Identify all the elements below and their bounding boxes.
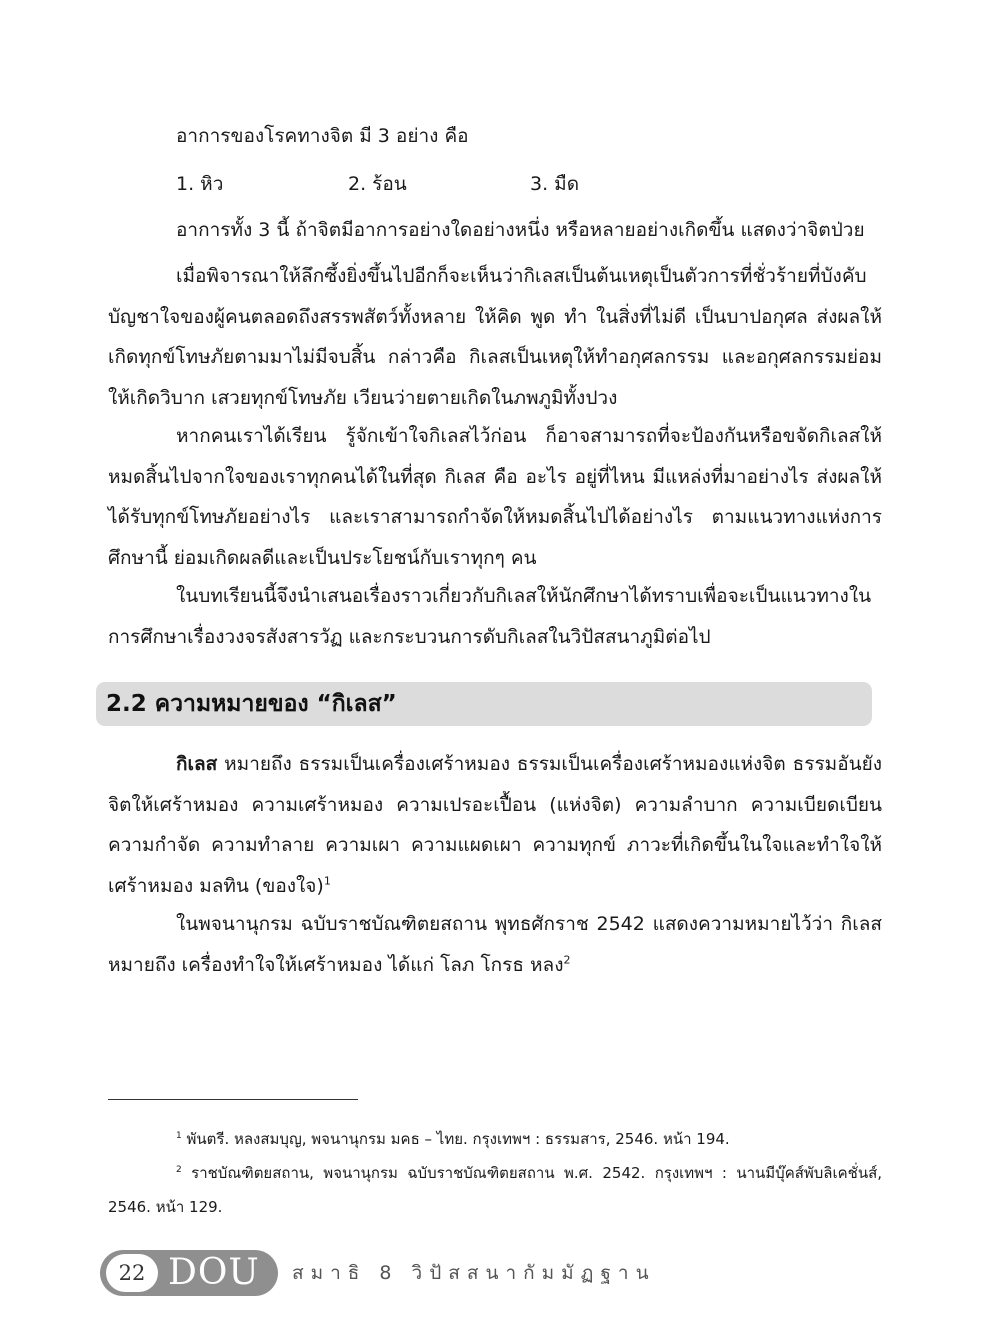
brand-logo: DOU — [168, 1252, 260, 1293]
paragraph-defilement-cause-text: เมื่อพิจารณาให้ลึกซึ้งยิ่งขึ้นไปอีกก็จะเห็นว่ากิเลสเป็นต้นเหตุเป็นตัวการที่ชั่วร้ายที่บังคับบัญชาใจของผู้คนตลอดถึงสรรพสัตว์ทั้งหลาย ให้คิด พูด ทำ ในสิ่งที่ไม่ดี เป็นบาปอกุศล ส่งผลให้เกิดทุกข์โทษภัยตามมาไม่มีจบสิ้น กล่าวคือ กิเลสเป็นเหตุให้ทำอกุศลกรรม และอกุศลกรรมย่อมให้เกิดวิบาก เสวยทุกข์โทษภัย เวียนว่ายตายเกิดในภพภูมิทั้งปวง — [108, 265, 882, 409]
footnote-2-mark: 2 — [176, 1165, 182, 1175]
footnote-ref-2[interactable]: 2 — [563, 953, 571, 967]
paragraph-dictionary-definition — [108, 904, 882, 985]
footnote-1-text: พันตรี. หลงสมบุญ, พจนานุกรม มคธ – ไทย. กรุงเทพฯ : ธรรมสาร, 2546. หน้า 194. — [181, 1130, 730, 1148]
symptoms-intro-line: อาการของโรคทางจิต มี 3 อย่าง คือ — [176, 125, 469, 147]
book-title: สมาธิ 8 วิปัสสนากัมมัฏฐาน — [292, 1262, 656, 1284]
section-heading: 2.2 ความหมายของ “กิเลส” — [106, 691, 397, 717]
page-number: 22 — [106, 1254, 158, 1292]
paragraph-lesson-purpose-text: ในบทเรียนนี้จึงนำเสนอเรื่องราวเกี่ยวกับกิเลสให้นักศึกษาได้ทราบเพื่อจะเป็นแนวทางในการศึกษาเรื่องวงจรสังสารวัฏ และกระบวนการดับกิเลสในวิปัสสนาภูมิต่อไป — [108, 585, 872, 648]
definition-term: กิเลส — [176, 753, 218, 775]
footnote-2-text: ราชบัณฑิตยสถาน, พจนานุกรม ฉบับราชบัณฑิตยสถาน พ.ศ. 2542. กรุงเทพฯ : นานมีบุ๊คส์พับลิเคชั่นส์, 2546. หน้า 129. — [108, 1164, 882, 1216]
footnote-ref-1[interactable]: 1 — [323, 874, 331, 888]
paragraph-learning-benefit — [108, 416, 882, 578]
paragraph-lesson-purpose — [108, 576, 882, 657]
paragraph-kilesa-definition — [108, 744, 882, 906]
symptom-heat: 2. ร้อน — [348, 173, 407, 195]
footnote-1-mark: 1 — [176, 1131, 182, 1141]
footnote-1 — [108, 1122, 882, 1156]
footnote-2 — [108, 1156, 882, 1224]
dictionary-body: ในพจนานุกรม ฉบับราชบัณฑิตยสถาน พุทธศักราช 2542 แสดงความหมายไว้ว่า กิเลส หมายถึง เครื่องทำใจให้เศร้าหมอง ได้แก่ โลภ โกรธ หลง — [108, 913, 882, 976]
definition-body: หมายถึง ธรรมเป็นเครื่องเศร้าหมอง ธรรมเป็นเครื่องเศร้าหมองแห่งจิต ธรรมอันยังจิตให้เศร้าหมอง ความเศร้าหมอง ความเปรอะเปื้อน (แห่งจิต) ความลำบาก ความเบียดเบียน ความกำจัด ความทำลาย ความเผา ความแผดเผา ความทุกข์ ภาวะที่เกิดขึ้นในใจและทำใจให้เศร้าหมอง มลทิน (ของใจ) — [108, 753, 882, 897]
symptom-hunger: 1. หิว — [176, 173, 224, 195]
paragraph-symptoms-summary: อาการทั้ง 3 นี้ ถ้าจิตมีอาการอย่างใดอย่างหนึ่ง หรือหลายอย่างเกิดขึ้น แสดงว่าจิตป่วย — [176, 219, 865, 241]
symptom-darkness: 3. มืด — [530, 173, 580, 195]
footnote-divider — [108, 1099, 358, 1100]
paragraph-defilement-cause — [108, 256, 882, 418]
paragraph-learning-benefit-text: หากคนเราได้เรียน รู้จักเข้าใจกิเลสไว้ก่อน ก็อาจสามารถที่จะป้องกันหรือขจัดกิเลสให้หมดสิ้นไปจากใจของเราทุกคนได้ในที่สุด กิเลส คือ อะไร อยู่ที่ไหน มีแหล่งที่มาอย่างไร ส่งผลให้ได้รับทุกข์โทษภัยอย่างไร และเราสามารถกำจัดให้หมดสิ้นไปได้อย่างไร ตามแนวทางแห่งการศึกษานี้ ย่อมเกิดผลดีและเป็นประโยชน์กับเราทุกๆ คน — [108, 425, 882, 569]
